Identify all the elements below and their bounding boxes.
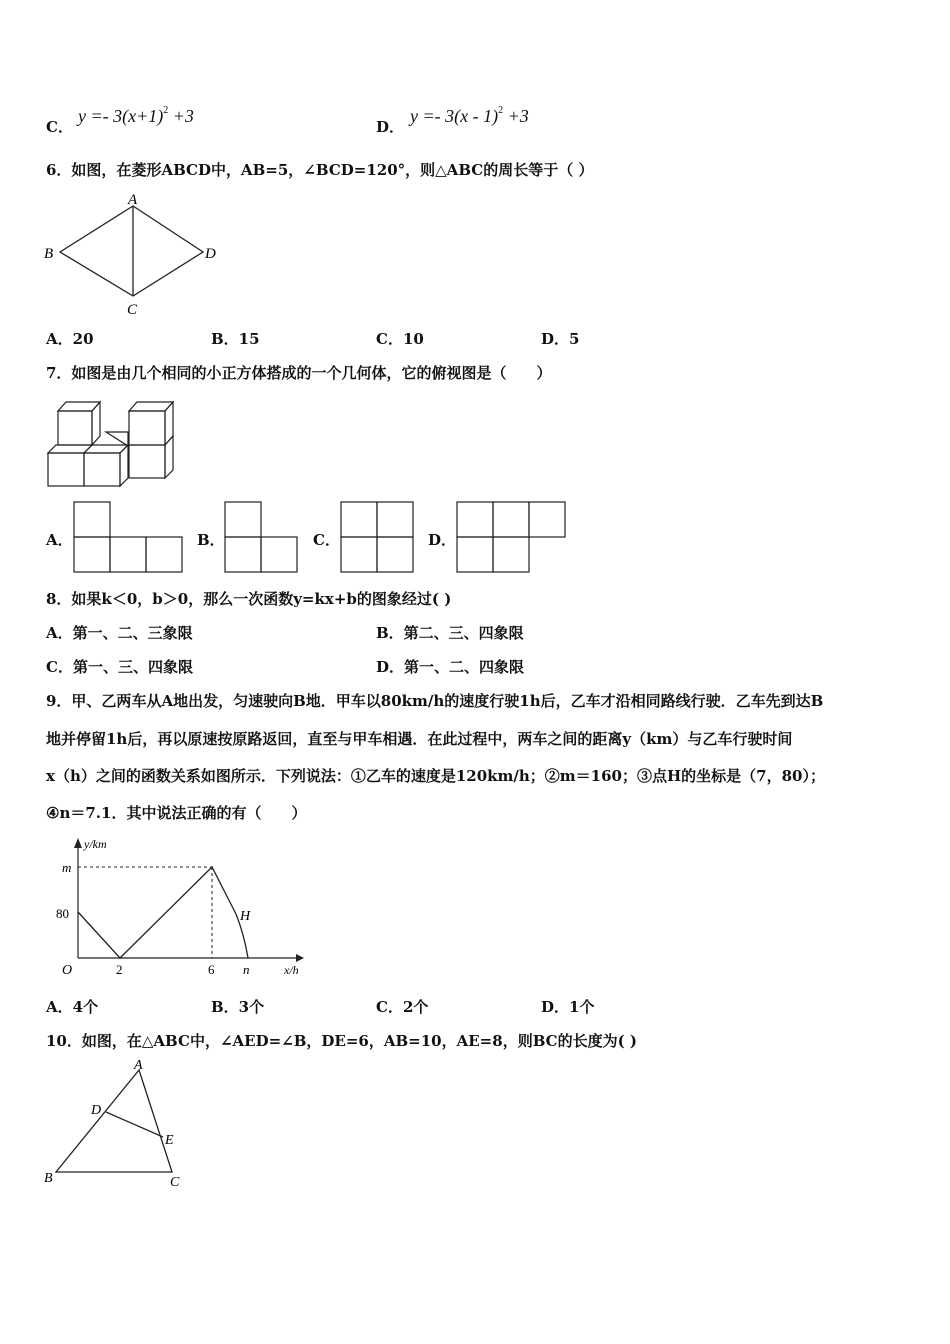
cube-bottom-middle-side [120,445,128,486]
q10-question-text: 10．如图，在△ABC中，∠AED=∠B，DE=6，AB=10，AE=8，则BC的长度为( ) [46,1032,638,1050]
point-h-label: H [240,909,251,924]
q6-option-a[interactable]: A．20 [46,330,94,348]
y-tick-m: m [62,860,72,875]
q7-option-b-label[interactable]: B． [197,531,225,549]
cube-right-bottom-side [165,436,173,478]
cube-right-bottom [129,445,165,478]
x-tick-6: 6 [208,962,215,977]
point-label-b: B [44,246,54,262]
origin-label: O [62,963,73,978]
cube-bottom-left [48,453,84,486]
q7-question-text: 7．如图是由几个相同的小正方体搭成的一个几何体，它的俯视图是（ ） [46,364,552,382]
rhombus-outline [60,206,203,296]
q6-option-d[interactable]: D．5 [541,330,580,348]
q8-option-d[interactable]: D．第一、二、四象限 [376,658,525,676]
cube-right-top [129,411,165,445]
q7-option-d-grid[interactable] [455,500,567,574]
q5-option-c-tail: +3 [172,106,194,126]
triangle-figure [40,1058,200,1192]
q6-question-text: 6．如图，在菱形ABCD中，AB=5，∠BCD=120°，则△ABC的周长等于（ ） [46,161,594,179]
point-label-c: C [170,1175,180,1190]
q8-option-c[interactable]: C．第一、三、四象限 [46,658,193,676]
q5-option-c-label[interactable]: C． [46,118,73,136]
x-tick-n: n [243,962,250,977]
q7-option-c-label[interactable]: C． [313,531,340,549]
q7-option-a-label[interactable]: A． [46,531,73,549]
q8-option-a[interactable]: A．第一、二、三象限 [46,624,193,642]
cube-bottom-middle [84,453,120,486]
q9-option-a[interactable]: A．4个 [46,998,99,1016]
point-label-b: B [44,1171,53,1186]
q9-text-line-4: ④n＝7.1．其中说法正确的有（ ） [46,804,307,822]
q7-option-c-grid[interactable] [339,500,415,574]
cube-left-top-front [58,411,92,445]
q7-option-a-grid[interactable] [72,500,184,574]
q7-option-b-grid[interactable] [223,500,299,574]
q5-option-d-expression: y =- 3(x - 1) [410,106,499,126]
point-label-a: A [128,192,138,208]
q9-option-d[interactable]: D．1个 [541,998,595,1016]
q6-option-b[interactable]: B．15 [211,330,260,348]
point-label-e: E [165,1133,174,1148]
q5-option-d-exponent: 2 [498,105,504,116]
y-axis-arrow-icon [74,838,82,848]
x-axis-label: x/h [284,963,299,977]
y-axis-label: y/km [84,837,107,851]
cube-right-top-side [165,402,173,445]
cube-left-top-side [92,402,100,445]
q6-option-c[interactable]: C．10 [376,330,424,348]
q9-option-c[interactable]: C．2个 [376,998,429,1016]
rhombus-figure [40,190,230,320]
q5-option-d-formula [410,106,529,127]
q8-question-text: 8．如果k＜0，b＞0，那么一次函数y=kx+b的图象经过( ) [46,590,452,608]
q9-text-line-1: 9．甲、乙两车从A地出发，匀速驶向B地．甲车以80km/h的速度行驶1h后，乙车才沿相同路线行驶．乙车先到达B [46,692,824,710]
cube-solid-figure [44,398,184,490]
q5-option-d-label[interactable]: D． [376,118,405,136]
q9-option-b[interactable]: B．3个 [211,998,265,1016]
q5-option-c-exponent: 2 [163,105,169,116]
distance-time-graph [44,834,306,982]
q9-text-line-2: 地并停留1h后，再以原速按原路返回，直至与甲车相遇．在此过程中，两车之间的距离y（km）与乙车行驶时间 [46,730,793,748]
x-axis-arrow-icon [296,954,304,962]
q5-option-c-formula [78,106,194,127]
cube-middle-back [106,432,128,446]
x-tick-2: 2 [116,962,123,977]
point-label-d: D [205,246,216,262]
q8-option-b[interactable]: B．第二、三、四象限 [376,624,524,642]
point-label-d: D [91,1103,102,1118]
triangle-abc [56,1070,172,1172]
y-tick-80: 80 [56,906,69,921]
q7-option-d-label[interactable]: D． [428,531,457,549]
q5-option-c-expression: y =- 3(x+1) [78,106,164,126]
point-label-a: A [134,1058,143,1073]
q5-option-d-tail: +3 [507,106,529,126]
q9-text-line-3: x（h）之间的函数关系如图所示．下列说法：①乙车的速度是120km/h；②m＝160；③点H的坐标是（7，80）； [46,767,825,785]
point-label-c: C [127,302,138,318]
